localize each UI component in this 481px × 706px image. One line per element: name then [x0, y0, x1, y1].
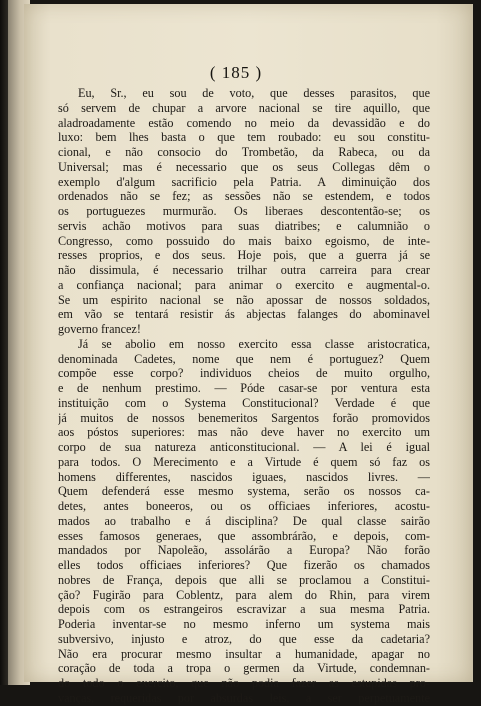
text-line: ordenados não se fez; as sessões não se estendem, e todos	[58, 189, 430, 204]
text-line: os portuguezes murmurão. Os liberaes descontentão-se; os	[58, 204, 430, 218]
text-line: só servem de chupar a arvore nacional se tire aquillo, que	[58, 100, 430, 115]
text-line: aos póstos superiores: mas não deve haver no exercito um	[58, 425, 430, 440]
text-line: ção? Fugirão para Coblentz, para alem do Rhin, para virem	[58, 587, 430, 602]
text-line: corpo de sua natureza anticonstitucional. — A lei é igual	[58, 440, 430, 454]
text-line: mandados por Napoleão, assolárão a Europa? Não forão	[58, 543, 430, 558]
page-number: ( 185 )	[209, 63, 263, 82]
text-line: nobres de França, depois que alli se proclamou a Constitui-	[58, 572, 430, 587]
body-text	[58, 86, 430, 706]
text-line: resses proprios, e dos seus. Hoje pois, que a guerra já se	[58, 248, 430, 263]
text-line: do todo o exercito, que não podia fazer as estupidas pro-	[58, 676, 430, 690]
text-line: não dissimula, é necessario trilhar outra carreira para crear	[58, 263, 430, 277]
text-line: elles todos officiaes inferiores? Que fizerão os chamados	[58, 558, 430, 572]
text-line: denominada Cadetes, nome que nem é portuguez? Quem	[58, 351, 430, 366]
text-line: vanças, requeridas por absurdas leis, a ser perpetuamente	[58, 690, 430, 705]
text-line: exemplo d'algum sacrificio pela Patria. A diminuição dos	[58, 174, 430, 189]
text-line: detes, antes boneeros, ou os officiaes inferiores, acostu-	[58, 499, 430, 513]
text-line: homens differentes, nascidos iguaes, nascidos livres. —	[58, 469, 430, 484]
text-line: Já se abolio em nosso exercito essa classe aristocratica,	[78, 336, 430, 351]
text-line: luxo: bem lhes basta o que tem roubado: eu sou constitu-	[58, 130, 430, 145]
text-line: esses famosos generaes, que assombrárão, e depois, com-	[58, 528, 430, 543]
text-line: Poderia inventar-se no mesmo inferno um systema mais	[58, 617, 430, 631]
text-line: Não era procurar mesmo insultar a humanidade, apagar no	[58, 646, 430, 661]
text-line: mados ao trabalho e á disciplina? De qual classe sairão	[58, 513, 430, 528]
text-line: e de nenhum prestimo. — Póde casar-se por ventura esta	[58, 381, 430, 395]
text-line: subversivo, injusto e atroz, do que esse da cadetaria?	[58, 631, 430, 646]
text-line: Se um espirito nacional se não apossar de nossos soldados,	[58, 292, 430, 307]
text-line: em vão se tentará resistir ás abjectas falanges do abominavel	[58, 307, 430, 322]
text-line: instituição com o Systema Constitucional? Verdade é que	[58, 395, 430, 410]
text-line: governo francez!	[58, 322, 141, 336]
text-line: já muitos de nossos benemeritos Sargentos forão promovidos	[58, 410, 430, 425]
text-line: Quem defenderá esse mesmo systema, serão os nossos ca-	[58, 484, 430, 499]
text-line: servis achão motivos para suas diatribes; e calumnião o	[58, 218, 430, 233]
text-line: aladroadamente estão comendo no meio da devassidão e do	[58, 115, 430, 130]
text-line: Congresso, como possuido do mais baixo egoismo, de inte-	[58, 233, 430, 248]
text-line: Universal; mas é necessario que os seus Collegas dêm o	[58, 159, 430, 174]
text-line: compõe esse corpo? individuos cheios de muito orgulho,	[58, 366, 430, 381]
text-line: a confiança nacional; para animar o exercito e augmental-o.	[58, 277, 430, 292]
text-line: depois com os estrangeiros escravizar a sua mesma Patria.	[58, 602, 430, 617]
book-page	[24, 4, 473, 705]
text-line: para todos. O Merecimento e a Virtude é quem só faz os	[58, 454, 430, 469]
text-line: cional, e não consocio do Trombetão, da Rabeca, ou da	[58, 145, 430, 159]
text-line: Eu, Sr., eu sou de voto, que desses parasitos, que	[78, 86, 430, 100]
text-line: coração de toda a tropa o germen da Virtude, condemnan-	[58, 661, 430, 676]
